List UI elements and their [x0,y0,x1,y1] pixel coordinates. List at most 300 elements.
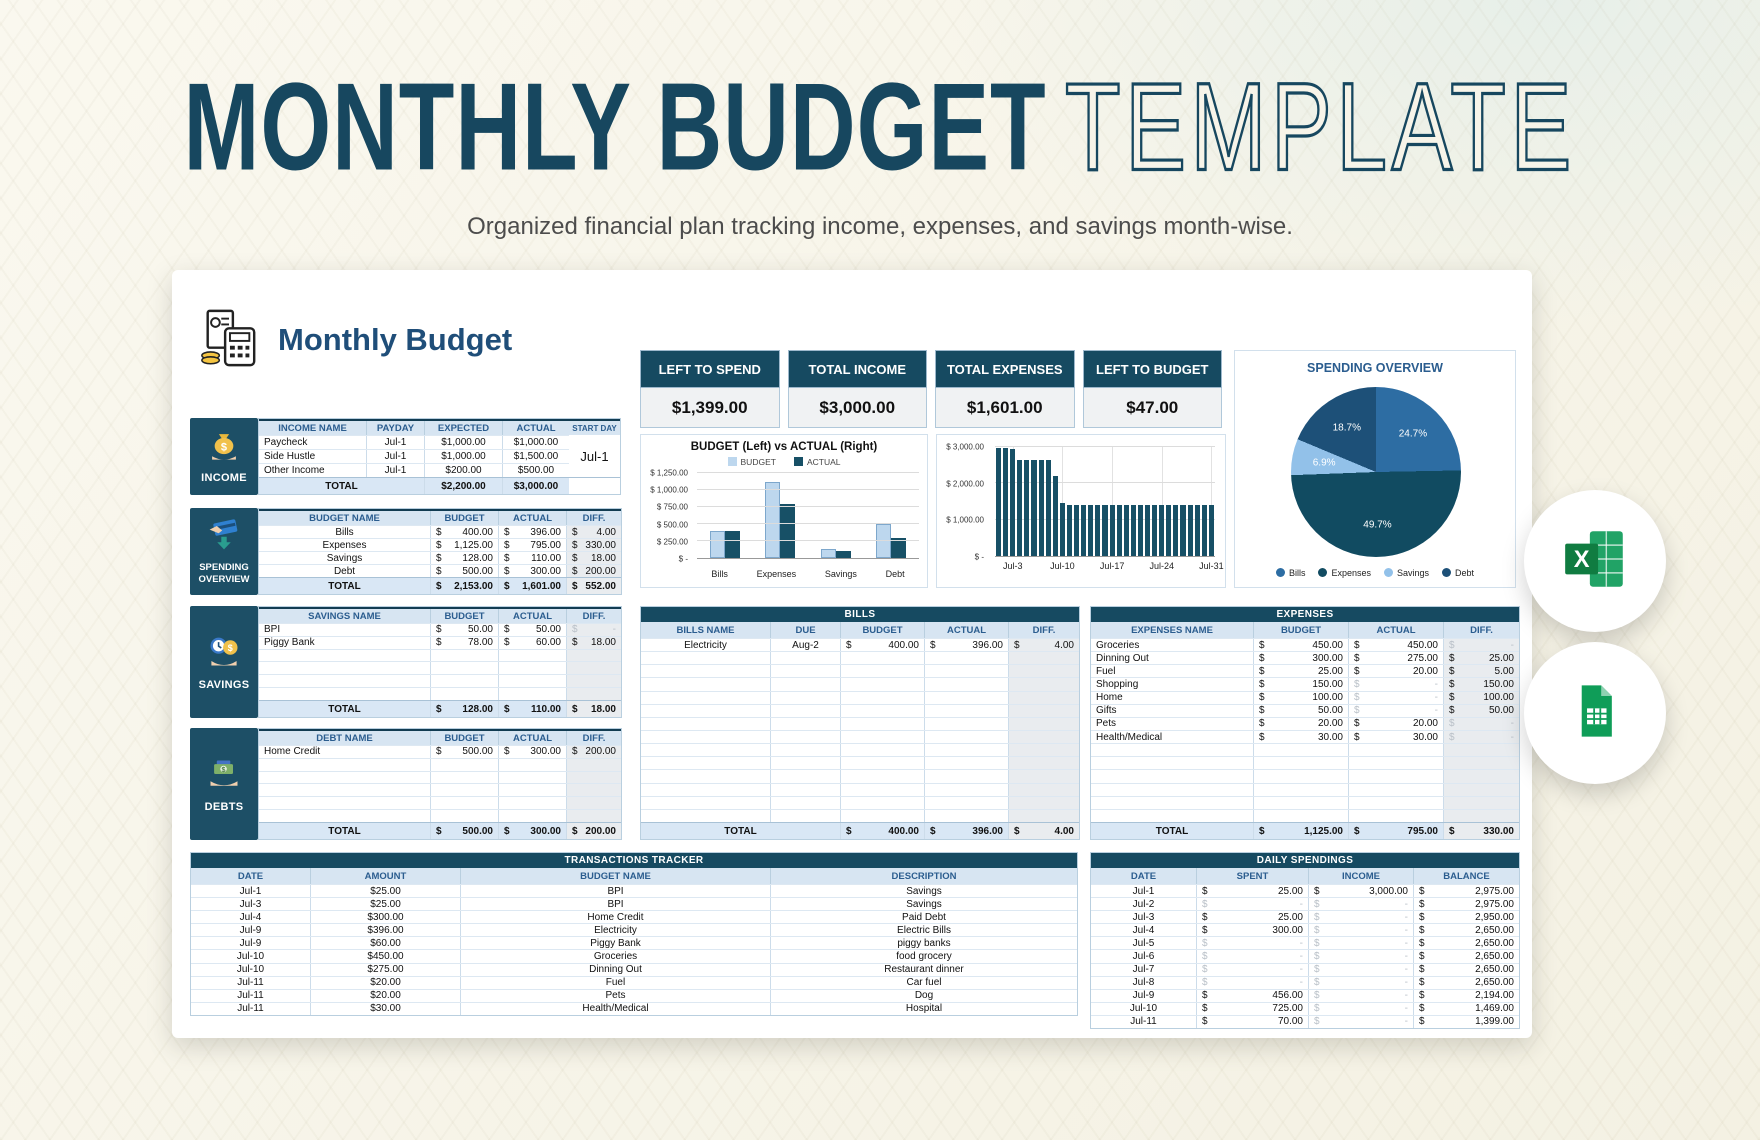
cell[interactable]: $300.00 [311,911,461,923]
cell[interactable]: $ - [1309,1003,1414,1015]
cell[interactable]: Jul-6 [1091,950,1197,962]
cell[interactable]: $ - [1197,950,1309,962]
table-row[interactable] [1091,756,1519,769]
cell[interactable] [431,797,499,809]
table-row[interactable] [641,704,1079,717]
cell[interactable]: $ - [1349,705,1444,717]
cell[interactable]: Jul-3 [1091,911,1197,923]
cell[interactable] [499,772,567,784]
cell[interactable] [925,692,1009,704]
cell[interactable]: $ 275.00 [1349,652,1444,664]
cell[interactable] [1009,652,1079,664]
table-row[interactable] [259,745,621,758]
cell[interactable] [841,652,925,664]
cell[interactable] [567,772,621,784]
cell[interactable]: Jul-1 [191,885,311,897]
stat-value[interactable]: $1,601.00 [935,388,1075,428]
cell[interactable] [925,718,1009,730]
cell[interactable]: Dinning Out [1091,652,1254,664]
cell[interactable]: Jul-1 [367,436,425,449]
cell[interactable] [925,744,1009,756]
cell[interactable]: Restaurant dinner [884,964,964,976]
cell[interactable]: $ 300.00 [499,746,567,758]
cell[interactable] [259,688,431,700]
cell[interactable] [1254,770,1349,782]
table-row[interactable] [641,809,1079,822]
cell[interactable] [499,784,567,796]
cell[interactable] [841,678,925,690]
cell[interactable]: $ - [1309,898,1414,910]
cell[interactable]: Home [1091,692,1254,704]
cell[interactable]: $ 450.00 [1254,639,1349,651]
cell[interactable] [925,757,1009,769]
cell[interactable]: Jul-9 [191,924,311,936]
cell[interactable]: $ - [1349,692,1444,704]
table-row[interactable] [641,717,1079,730]
cell[interactable] [925,652,1009,664]
cell[interactable]: $ - [1309,924,1414,936]
cell[interactable]: $ - [1309,977,1414,989]
cell[interactable]: $ 2,975.00 [1419,885,1514,897]
cell[interactable]: $ 396.00 [925,639,1009,651]
table-row[interactable] [1091,704,1519,717]
cell[interactable]: Jul-4 [1091,924,1197,936]
cell[interactable]: $ 4.00 [567,526,621,538]
cell[interactable] [1009,770,1079,782]
cell[interactable] [771,731,841,743]
cell[interactable] [841,784,925,796]
cell[interactable]: Shopping [1091,678,1254,690]
cell[interactable] [259,784,431,796]
cell[interactable]: Side Hustle [259,450,367,463]
table-row[interactable] [259,783,621,796]
stat-value[interactable]: $47.00 [1083,388,1223,428]
cell[interactable]: Jul-10 [1091,1003,1197,1015]
cell[interactable]: $ 78.00 [431,637,499,649]
cell[interactable]: $ 2,975.00 [1419,898,1514,910]
cell[interactable]: $ 25.00 [1444,652,1519,664]
cell[interactable]: $ - [1444,639,1519,651]
cell[interactable]: Car fuel [906,977,942,989]
cell[interactable]: Jul-1 [367,464,425,477]
table-row[interactable] [191,949,1077,962]
cell[interactable]: $ - [1349,678,1444,690]
table-row[interactable] [1091,743,1519,756]
cell[interactable] [771,718,841,730]
table-row[interactable] [259,551,621,564]
cell[interactable]: $1,000.00 [513,437,559,448]
table-row[interactable] [191,936,1077,949]
cell[interactable]: $ - [1309,1016,1414,1028]
table-row[interactable] [1091,783,1519,796]
cell[interactable] [431,688,499,700]
table-row[interactable] [1091,884,1519,897]
cell[interactable]: Paycheck [259,436,367,449]
table-row[interactable] [641,769,1079,782]
cell[interactable]: Debt [259,565,431,577]
cell[interactable] [841,797,925,809]
cell[interactable] [1349,784,1444,796]
cell[interactable] [1444,744,1519,756]
table-row[interactable] [1091,936,1519,949]
cell[interactable]: Fuel [1091,665,1254,677]
cell[interactable] [1091,770,1254,782]
cell[interactable]: Savings [906,885,942,897]
table-row[interactable] [1091,664,1519,677]
cell[interactable]: Jul-9 [1091,990,1197,1002]
total-row[interactable] [641,822,1079,839]
cell[interactable] [259,675,431,687]
table-row[interactable] [1091,717,1519,730]
excel-format-badge[interactable] [1524,490,1666,632]
table-row[interactable] [191,963,1077,976]
cell[interactable]: Groceries [1091,639,1254,651]
table-row[interactable] [259,449,569,463]
cell[interactable]: $ 450.00 [1349,639,1444,651]
cell[interactable]: $ 2,194.00 [1419,990,1514,1002]
cell[interactable] [641,652,771,664]
cell[interactable] [1349,770,1444,782]
cell[interactable] [1444,810,1519,822]
table-row[interactable] [1091,769,1519,782]
cell[interactable]: Jul-11 [1091,1016,1197,1028]
table-row[interactable] [191,884,1077,897]
cell[interactable]: $ 25.00 [1197,885,1309,897]
cell[interactable]: $ 1,399.00 [1419,1016,1514,1028]
cell[interactable]: $200.00 [425,464,503,477]
cell[interactable] [567,688,621,700]
table-row[interactable] [259,674,621,687]
cell[interactable]: $ 456.00 [1197,990,1309,1002]
cell[interactable] [1009,705,1079,717]
cell[interactable]: $ 400.00 [431,526,499,538]
cell[interactable]: $ 70.00 [1197,1016,1309,1028]
cell[interactable]: Bills [259,526,431,538]
cell[interactable] [1254,757,1349,769]
cell[interactable] [641,784,771,796]
cell[interactable]: Home Credit [461,911,771,923]
stat-value[interactable]: $3,000.00 [788,388,928,428]
table-row[interactable] [259,435,569,449]
cell[interactable] [771,692,841,704]
table-row[interactable] [191,1002,1077,1015]
table-row[interactable] [641,743,1079,756]
table-row[interactable] [259,687,621,700]
cell[interactable]: $ - [1309,950,1414,962]
cell[interactable] [925,810,1009,822]
cell[interactable]: Jul-4 [191,911,311,923]
cell[interactable] [567,650,621,662]
cell[interactable] [641,718,771,730]
cell[interactable]: Fuel [461,977,771,989]
cell[interactable]: $ - [1197,964,1309,976]
cell[interactable]: Jul-10 [191,964,311,976]
cell[interactable]: $ 25.00 [1254,665,1349,677]
cell[interactable] [1009,692,1079,704]
cell[interactable]: $ 150.00 [1444,678,1519,690]
cell[interactable]: Pets [1091,718,1254,730]
cell[interactable] [841,757,925,769]
cell[interactable] [771,797,841,809]
cell[interactable]: $ 2,950.00 [1419,911,1514,923]
cell[interactable] [641,731,771,743]
cell[interactable] [641,810,771,822]
cell[interactable] [1091,784,1254,796]
total-row[interactable] [259,700,621,717]
cell[interactable]: Jul-11 [191,990,311,1002]
cell[interactable] [431,662,499,674]
cell[interactable]: $ 500.00 [431,746,499,758]
cell[interactable]: $ 3,000.00 [1309,885,1414,897]
cell[interactable]: $ 200.00 [567,565,621,577]
cell[interactable]: $ 330.00 [567,539,621,551]
start-day-value[interactable]: Jul-1 [580,448,609,464]
table-row[interactable] [1091,949,1519,962]
table-row[interactable] [1091,897,1519,910]
cell[interactable]: Dinning Out [461,964,771,976]
total-row[interactable] [1091,822,1519,839]
cell[interactable] [431,772,499,784]
cell[interactable] [1349,810,1444,822]
cell[interactable]: Other Income [259,464,367,477]
cell[interactable] [259,810,431,822]
total-row[interactable] [259,477,569,494]
total-row[interactable] [259,577,621,594]
table-row[interactable] [1091,976,1519,989]
cell[interactable]: Pets [461,990,771,1002]
cell[interactable]: $ 795.00 [499,539,567,551]
table-row[interactable] [259,809,621,822]
cell[interactable] [841,744,925,756]
cell[interactable]: $ 100.00 [1444,692,1519,704]
cell[interactable] [771,652,841,664]
cell[interactable]: $ 2,650.00 [1419,964,1514,976]
cell[interactable]: $ 300.00 [499,565,567,577]
cell[interactable]: $20.00 [311,977,461,989]
cell[interactable] [431,810,499,822]
cell[interactable]: Electricity [461,924,771,936]
cell[interactable]: Piggy Bank [259,637,431,649]
cell[interactable]: $ 2,650.00 [1419,977,1514,989]
cell[interactable] [841,731,925,743]
cell[interactable] [1009,665,1079,677]
cell[interactable]: $500.00 [517,465,555,476]
table-row[interactable] [259,538,621,551]
cell[interactable] [841,665,925,677]
cell[interactable]: Electric Bills [897,924,951,936]
cell[interactable] [1349,797,1444,809]
cell[interactable]: $ 300.00 [1254,652,1349,664]
cell[interactable] [771,770,841,782]
cell[interactable]: $ 4.00 [1009,639,1079,651]
cell[interactable] [1009,718,1079,730]
cell[interactable]: $ 25.00 [1197,911,1309,923]
table-row[interactable] [641,756,1079,769]
cell[interactable] [1091,810,1254,822]
cell[interactable] [431,784,499,796]
cell[interactable] [499,688,567,700]
cell[interactable]: Paid Debt [902,911,946,923]
table-row[interactable] [1091,963,1519,976]
cell[interactable]: $ 30.00 [1349,731,1444,743]
cell[interactable]: $ 20.00 [1254,718,1349,730]
cell[interactable] [1444,757,1519,769]
cell[interactable]: $30.00 [311,1003,461,1015]
cell[interactable]: $ - [1197,898,1309,910]
cell[interactable]: $ 2,650.00 [1419,951,1514,963]
cell[interactable] [259,772,431,784]
cell[interactable] [841,692,925,704]
cell[interactable]: Piggy Bank [461,937,771,949]
cell[interactable]: $275.00 [311,964,461,976]
cell[interactable]: $ - [1309,990,1414,1002]
cell[interactable] [1254,784,1349,796]
cell[interactable]: $60.00 [311,937,461,949]
cell[interactable] [841,705,925,717]
cell[interactable]: Savings [906,898,942,910]
cell[interactable]: $ 300.00 [1197,924,1309,936]
cell[interactable]: $ 50.00 [1254,705,1349,717]
cell[interactable] [771,810,841,822]
cell[interactable] [925,731,1009,743]
cell[interactable]: Jul-11 [191,977,311,989]
cell[interactable]: $ 5.00 [1444,665,1519,677]
cell[interactable]: Jul-2 [1091,898,1197,910]
cell[interactable]: Jul-1 [1091,885,1197,897]
cell[interactable] [1009,797,1079,809]
cell[interactable]: $25.00 [311,885,461,897]
cell[interactable]: Health/Medical [1091,731,1254,743]
cell[interactable]: Jul-3 [191,898,311,910]
cell[interactable] [641,705,771,717]
cell[interactable] [499,759,567,771]
cell[interactable]: BPI [259,624,431,636]
cell[interactable] [1254,797,1349,809]
cell[interactable]: $ 100.00 [1254,692,1349,704]
cell[interactable] [641,678,771,690]
cell[interactable] [925,678,1009,690]
cell[interactable] [771,678,841,690]
table-row[interactable] [1091,638,1519,651]
cell[interactable] [499,675,567,687]
cell[interactable]: $25.00 [311,898,461,910]
cell[interactable] [567,797,621,809]
cell[interactable]: Jul-11 [191,1003,311,1015]
cell[interactable]: food grocery [896,951,952,963]
stat-value[interactable]: $1,399.00 [640,388,780,428]
table-row[interactable] [641,691,1079,704]
table-row[interactable] [641,730,1079,743]
cell[interactable]: $ - [1197,937,1309,949]
table-row[interactable] [1091,677,1519,690]
cell[interactable]: $450.00 [311,950,461,962]
cell[interactable]: Home Credit [259,746,431,758]
cell[interactable]: $ 18.00 [567,552,621,564]
cell[interactable] [1091,757,1254,769]
cell[interactable]: BPI [461,898,771,910]
table-row[interactable] [1091,730,1519,743]
cell[interactable] [259,797,431,809]
cell[interactable] [499,662,567,674]
cell[interactable]: Groceries [461,950,771,962]
cell[interactable]: $ 18.00 [567,637,621,649]
cell[interactable]: $ 2,650.00 [1419,937,1514,949]
cell[interactable] [567,759,621,771]
table-row[interactable] [1091,923,1519,936]
cell[interactable]: $ 50.00 [499,624,567,636]
cell[interactable]: $ 396.00 [499,526,567,538]
cell[interactable] [1009,731,1079,743]
table-row[interactable] [1091,809,1519,822]
table-row[interactable] [259,636,621,649]
table-row[interactable] [191,989,1077,1002]
cell[interactable] [841,718,925,730]
cell[interactable] [1009,744,1079,756]
cell[interactable] [1444,797,1519,809]
table-row[interactable] [191,923,1077,936]
table-row[interactable] [191,976,1077,989]
cell[interactable]: Jul-7 [1091,964,1197,976]
cell[interactable] [431,759,499,771]
table-row[interactable] [259,796,621,809]
cell[interactable]: $ 50.00 [1444,705,1519,717]
cell[interactable]: $ 500.00 [431,565,499,577]
cell[interactable]: Jul-5 [1091,937,1197,949]
cell[interactable]: $ - [1309,937,1414,949]
table-row[interactable] [641,783,1079,796]
cell[interactable] [925,797,1009,809]
cell[interactable]: $ 1,125.00 [431,539,499,551]
cell[interactable] [567,784,621,796]
cell[interactable]: piggy banks [897,937,951,949]
cell[interactable]: $ 128.00 [431,552,499,564]
cell[interactable] [1254,744,1349,756]
cell[interactable] [771,744,841,756]
cell[interactable]: Jul-8 [1091,977,1197,989]
cell[interactable]: Hospital [905,1003,943,1015]
cell[interactable] [771,665,841,677]
cell[interactable]: $ 50.00 [431,624,499,636]
cell[interactable] [641,692,771,704]
cell[interactable] [1009,784,1079,796]
table-row[interactable] [1091,1015,1519,1028]
cell[interactable]: $396.00 [311,924,461,936]
cell[interactable]: $ - [1309,964,1414,976]
cell[interactable] [771,705,841,717]
cell[interactable] [641,744,771,756]
cell[interactable]: BPI [461,885,771,897]
cell[interactable]: Jul-1 [367,450,425,463]
table-row[interactable] [1091,796,1519,809]
cell[interactable] [567,810,621,822]
cell[interactable] [567,675,621,687]
cell[interactable] [771,784,841,796]
cell[interactable] [499,797,567,809]
cell[interactable] [1009,810,1079,822]
table-row[interactable] [259,661,621,674]
cell[interactable]: Electricity [641,639,771,651]
cell[interactable]: $1,500.00 [513,451,559,462]
table-row[interactable] [641,677,1079,690]
cell[interactable] [1091,744,1254,756]
cell[interactable] [1444,784,1519,796]
cell[interactable]: Jul-10 [191,950,311,962]
cell[interactable]: $1,000.00 [425,436,503,449]
cell[interactable]: $ - [1309,911,1414,923]
cell[interactable]: $ - [1444,731,1519,743]
cell[interactable] [641,797,771,809]
cell[interactable] [641,770,771,782]
